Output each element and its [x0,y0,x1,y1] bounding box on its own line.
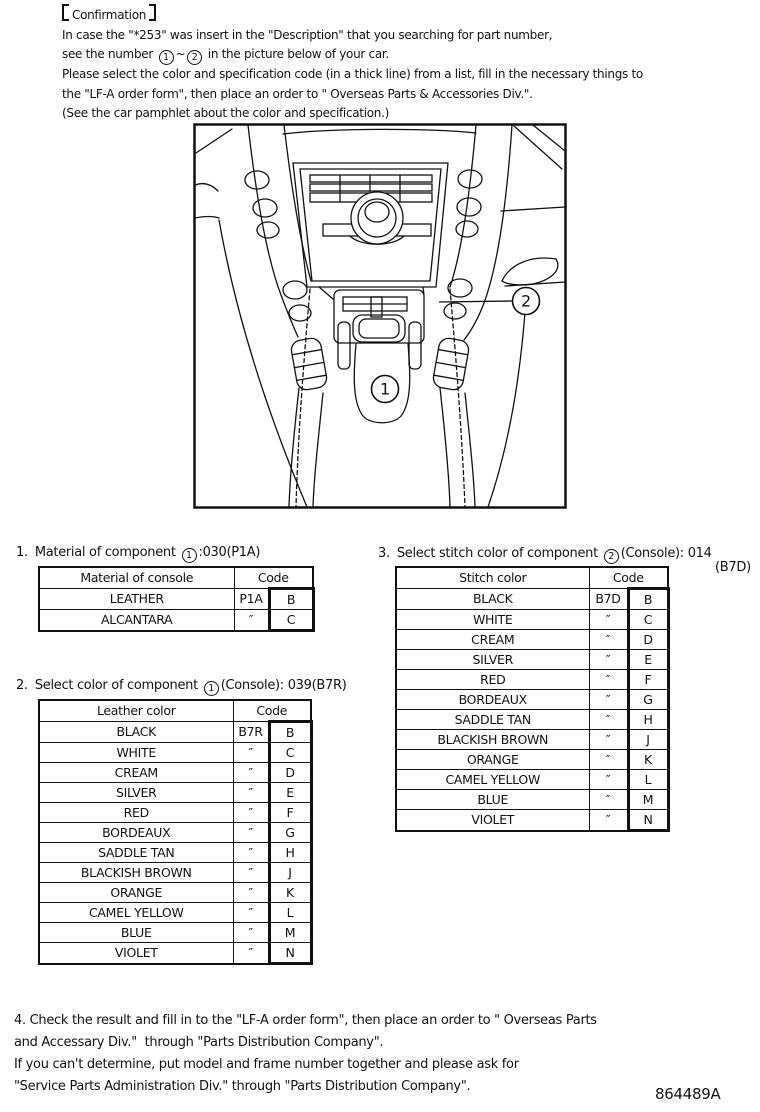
code-letter-cell: F [269,803,311,823]
code-letter-cell: F [628,670,668,690]
table-row [396,790,668,810]
table-header-row [396,567,668,589]
table-row [396,770,668,790]
code-letter-cell: H [269,843,311,863]
code-prefix-cell: ″ [233,923,269,943]
code-prefix-cell: ″ [589,690,628,710]
table-row [39,943,311,964]
code-prefix-cell: B7R [233,722,269,743]
instruction-line: 4. Check the result and fill in to the "LF-A order form", then place an order to " Overseas Parts [14,1013,597,1028]
table-row [396,710,668,730]
material-column-header: Material of console [39,567,234,589]
section-3-code-note: (B7D) [715,560,751,575]
section-2-text: Select color of component [34,678,202,693]
document-number: 864489A [655,1085,721,1103]
table-row [39,863,311,883]
item-cell: RED [396,670,589,690]
confirmation-line [62,45,643,65]
instruction-line: and Accessary Div." through "Parts Distribution Company". [14,1035,384,1050]
item-cell: SADDLE TAN [396,710,589,730]
code-letter-cell: B [628,589,668,610]
item-cell: RED [39,803,233,823]
callout-2-marker [513,288,540,315]
section-3-heading [378,546,712,564]
code-letter-cell: J [628,730,668,750]
confirmation-line: (See the car pamphlet about the color and specification.) [62,106,389,120]
table-row [396,589,668,610]
confirmation-note [62,4,643,124]
leather-color-column-header: Leather color [39,700,233,722]
code-letter-cell: M [269,923,311,943]
item-cell: BLUE [396,790,589,810]
code-prefix-cell: ″ [233,883,269,903]
code-prefix-cell: ″ [589,630,628,650]
confirmation-title [62,4,643,26]
code-prefix-cell: P1A [234,589,269,610]
code-prefix-cell: ″ [233,863,269,883]
code-column-header: Code [233,700,311,722]
item-cell: VIOLET [396,810,589,831]
code-letter-cell: K [628,750,668,770]
code-letter-cell: K [269,883,311,903]
table-row [396,630,668,650]
order-instructions [14,1010,597,1098]
code-column-header: Code [234,567,313,589]
material-table-body [39,589,313,631]
code-letter-cell: N [269,943,311,964]
confirmation-line: In case the "*253" was insert in the "Description" that you searching for part number, [62,27,553,42]
item-cell: BLUE [39,923,233,943]
table-row [396,690,668,710]
code-prefix-cell: ″ [233,743,269,763]
code-letter-cell: E [628,650,668,670]
table-row [39,743,311,763]
confirmation-line-text: ~ [175,47,186,61]
code-letter-cell: N [628,810,668,831]
code-column-header: Code [589,567,668,589]
code-prefix-cell: ″ [233,823,269,843]
table-row [396,650,668,670]
circled-1-icon: 1 [204,681,219,696]
console-line-art [195,125,566,508]
section-1-heading [16,545,260,563]
table-row [39,589,313,610]
item-cell: CREAM [39,763,233,783]
table-row [396,670,668,690]
code-prefix-cell: ″ [589,790,628,810]
section-1-text: :030(P1A) [198,545,261,560]
code-prefix-cell: ″ [589,810,628,831]
code-letter-cell: C [628,610,668,630]
table-row [39,823,311,843]
right-lenticular-bracket-icon [149,4,156,21]
item-cell: LEATHER [39,589,234,610]
item-cell: SILVER [396,650,589,670]
table-row [39,883,311,903]
item-cell: ORANGE [39,883,233,903]
code-prefix-cell: ″ [589,710,628,730]
circled-1-icon: 1 [182,548,197,563]
section-1-text: Material of component [34,545,180,560]
section-3-text: Select stitch color of component [396,546,602,561]
code-prefix-cell: ″ [233,903,269,923]
table-row [39,610,313,631]
code-letter-cell: B [269,589,313,610]
code-prefix-cell: ″ [589,750,628,770]
section-2-heading [16,678,346,696]
code-prefix-cell: B7D [589,589,628,610]
item-cell: BLACK [39,722,233,743]
item-cell: SADDLE TAN [39,843,233,863]
table-row [396,730,668,750]
code-prefix-cell: ″ [589,670,628,690]
callout-2-leader-line [439,301,512,302]
code-letter-cell: B [269,722,311,743]
circled-2-icon: 2 [604,549,619,564]
item-cell: ALCANTARA [39,610,234,631]
table-header-row [39,700,311,722]
code-prefix-cell: ″ [589,650,628,670]
code-letter-cell: E [269,783,311,803]
code-prefix-cell: ″ [589,770,628,790]
table-row [39,923,311,943]
table-row [39,903,311,923]
code-prefix-cell: ″ [589,610,628,630]
callout-1-marker [372,376,399,403]
item-cell: SILVER [39,783,233,803]
code-prefix-cell: ″ [589,730,628,750]
item-cell: BORDEAUX [396,690,589,710]
item-cell: WHITE [396,610,589,630]
code-prefix-cell: ″ [233,843,269,863]
item-cell: BLACKISH BROWN [39,863,233,883]
item-cell: CREAM [396,630,589,650]
code-prefix-cell: ″ [233,763,269,783]
table-row [39,803,311,823]
table-row [396,810,668,831]
table-header-row [39,567,313,589]
table-row [39,783,311,803]
leather-color-table-body [39,722,311,964]
instruction-line: "Service Parts Administration Div." through "Parts Distribution Company". [14,1079,471,1094]
code-prefix-cell: ″ [233,943,269,964]
code-letter-cell: G [628,690,668,710]
code-letter-cell: C [269,743,311,763]
instruction-line: If you can't determine, put model and frame number together and please ask for [14,1057,519,1072]
code-prefix-cell: ″ [234,610,269,631]
item-cell: BLACKISH BROWN [396,730,589,750]
code-letter-cell: L [269,903,311,923]
confirmation-line-text: see the number [62,47,157,61]
item-cell: BORDEAUX [39,823,233,843]
table-row [396,610,668,630]
console-figure-drawing [193,123,567,509]
code-letter-cell: D [628,630,668,650]
stitch-color-column-header: Stitch color [396,567,589,589]
item-cell: ORANGE [396,750,589,770]
code-letter-cell: M [628,790,668,810]
confirmation-line: the "LF-A order form", then place an order to " Overseas Parts & Accessories Div.". [62,86,533,101]
circled-2-icon: 2 [187,50,202,65]
item-cell: WHITE [39,743,233,763]
code-letter-cell: G [269,823,311,843]
console-figure [193,123,567,509]
table-row [39,722,311,743]
table-row [396,750,668,770]
confirmation-line: Please select the color and specification code (in a thick line) from a list, fill in the necessary things to [62,67,643,81]
confirmation-line-text: in the picture below of your car. [204,47,389,61]
stitch-color-table [395,566,670,832]
material-table [38,566,315,632]
confirmation-title-text: Confirmation [72,8,147,22]
code-letter-cell: C [269,610,313,631]
leather-color-table [38,699,313,965]
code-letter-cell: D [269,763,311,783]
code-letter-cell: L [628,770,668,790]
code-prefix-cell: ″ [233,783,269,803]
code-letter-cell: H [628,710,668,730]
table-row [39,843,311,863]
item-cell: CAMEL YELLOW [39,903,233,923]
code-prefix-cell: ″ [233,803,269,823]
section-3-text: (Console): 014 [620,546,712,561]
section-3-number: 3. [378,546,390,561]
item-cell: BLACK [396,589,589,610]
item-cell: VIOLET [39,943,233,964]
section-2-text: (Console): 039(B7R) [220,678,347,693]
callout-1-label: 1 [380,379,390,399]
stitch-color-table-body [396,589,668,831]
section-2-number: 2. [16,678,28,693]
code-letter-cell: J [269,863,311,883]
circled-1-icon: 1 [159,50,174,65]
callout-2-label: 2 [521,291,531,311]
left-lenticular-bracket-icon [62,4,69,21]
table-row [39,763,311,783]
item-cell: CAMEL YELLOW [396,770,589,790]
section-1-number: 1. [16,545,28,560]
